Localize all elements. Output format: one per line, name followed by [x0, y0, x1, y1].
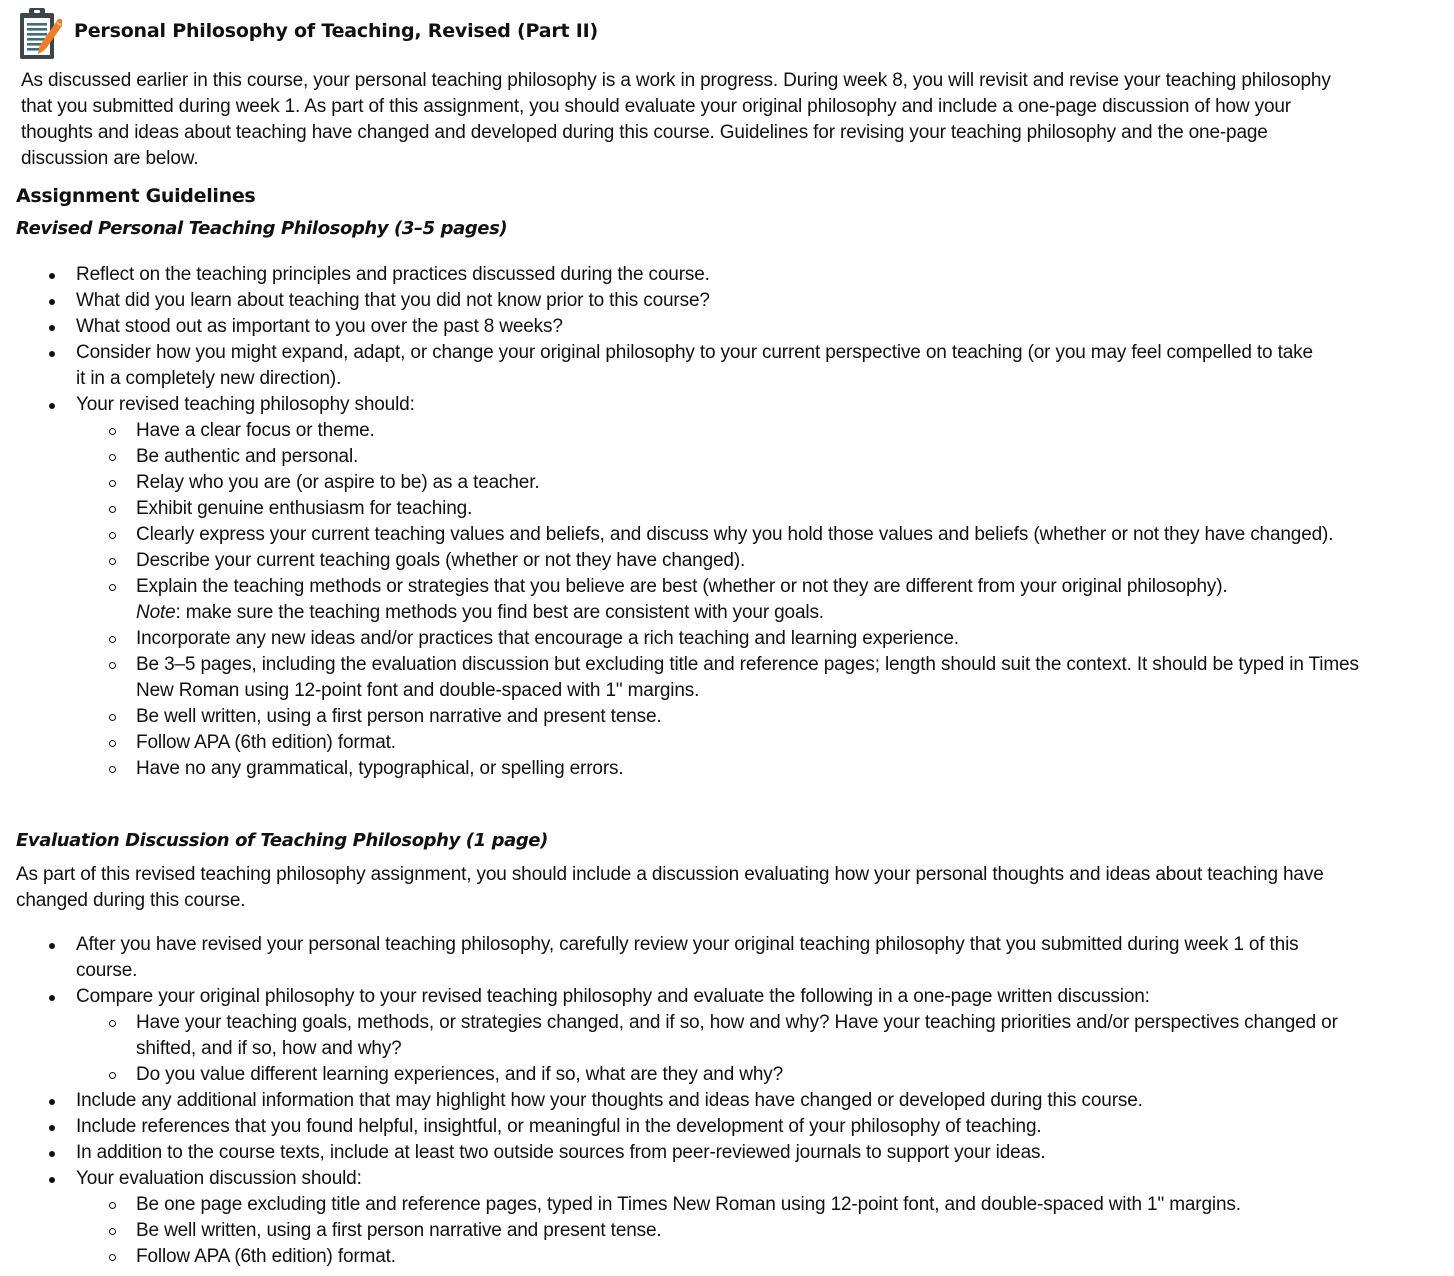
- circle-bullet-icon: [109, 1072, 116, 1079]
- bullet-icon: [49, 995, 55, 1001]
- circle-bullet-icon: [109, 506, 116, 513]
- circle-bullet-icon: [109, 636, 116, 643]
- list-item: Your evaluation discussion should:: [0, 1166, 1340, 1192]
- circle-bullet-icon: [109, 740, 116, 747]
- circle-bullet-icon: [109, 714, 116, 721]
- bullet-icon: [49, 403, 55, 409]
- evaluation-list: [0, 932, 1340, 1270]
- list-item: In addition to the course texts, include at least two outside sources from peer-reviewed journals to support your ideas.: [0, 1140, 1340, 1166]
- circle-bullet-icon: [109, 584, 116, 591]
- sub-list-item: Clearly express your current teaching values and beliefs, and discuss why you hold those values and beliefs (whether or not they have changed).: [0, 522, 1340, 548]
- evaluation-intro-paragraph: As part of this revised teaching philosophy assignment, you should include a discussion evaluating how your personal thoughts and ideas about teaching have changed during this course.: [16, 864, 1324, 911]
- sub-list-item: Follow APA (6th edition) format.: [0, 1244, 1340, 1270]
- circle-bullet-icon: [109, 1228, 116, 1235]
- bullet-icon: [49, 325, 55, 331]
- sub-list-item: [0, 574, 1340, 626]
- bullet-icon: [49, 273, 55, 279]
- sub-list-item: Be 3–5 pages, including the evaluation discussion but excluding title and reference pages; length should suit the context. It should be typed in Times New Roman using 12-point font and double-spaced with 1" margins.: [0, 652, 1340, 704]
- circle-bullet-icon: [109, 766, 116, 773]
- bullet-icon: [49, 1177, 55, 1183]
- circle-bullet-icon: [109, 1020, 116, 1027]
- circle-bullet-icon: [109, 532, 116, 539]
- bullet-icon: [49, 943, 55, 949]
- page-header: [18, 6, 598, 62]
- assignment-guidelines-heading: Assignment Guidelines: [16, 185, 256, 207]
- list-item: After you have revised your personal teaching philosophy, carefully review your original teaching philosophy that you submitted during week 1 of this course.: [0, 932, 1340, 984]
- circle-bullet-icon: [109, 1254, 116, 1261]
- sub-list-item: Have your teaching goals, methods, or strategies changed, and if so, how and why? Have your teaching priorities and/or perspectives changed or shifted, and if so, how and why?: [0, 1010, 1340, 1062]
- circle-bullet-icon: [109, 454, 116, 461]
- list-item: What stood out as important to you over the past 8 weeks?: [0, 314, 1340, 340]
- sub-list-item: Describe your current teaching goals (whether or not they have changed).: [0, 548, 1340, 574]
- note-label: Note: [136, 602, 176, 623]
- list-item: Consider how you might expand, adapt, or change your original philosophy to your current perspective on teaching (or you may feel compelled to take it in a completely new direction).: [0, 340, 1340, 392]
- sub-list-item: Incorporate any new ideas and/or practices that encourage a rich teaching and learning experience.: [0, 626, 1340, 652]
- sub-list-item: Be one page excluding title and reference pages, typed in Times New Roman using 12-point font, and double-spaced with 1" margins.: [0, 1192, 1340, 1218]
- revised-philosophy-list: [0, 262, 1359, 782]
- intro-paragraph: As discussed earlier in this course, your personal teaching philosophy is a work in progress. During week 8, you will revisit and revise your teaching philosophy that you submitted during week 1. As part of this assignment, you should evaluate your original philosophy and include a one-page discussion of how your thoughts and ideas about teaching have changed and developed during this course. Guidelines for revising your teaching philosophy and the one-page discussion are below.: [21, 70, 1331, 169]
- page-title: Personal Philosophy of Teaching, Revised (Part II): [74, 20, 599, 42]
- revised-philosophy-heading: Revised Personal Teaching Philosophy (3–5 pages): [16, 218, 508, 239]
- sub-list-item: Have no any grammatical, typographical, or spelling errors.: [0, 756, 1340, 782]
- sub-list-item: Be authentic and personal.: [0, 444, 1340, 470]
- circle-bullet-icon: [109, 558, 116, 565]
- clipboard-pen-icon: [18, 6, 62, 62]
- list-item: Compare your original philosophy to your revised teaching philosophy and evaluate the following in a one-page written discussion:: [0, 984, 1340, 1010]
- sub-list-item: Have a clear focus or theme.: [0, 418, 1340, 444]
- circle-bullet-icon: [109, 662, 116, 669]
- sub-list-item: Be well written, using a first person narrative and present tense.: [0, 1218, 1340, 1244]
- sub-list-item: Follow APA (6th edition) format.: [0, 730, 1340, 756]
- bullet-icon: [49, 1099, 55, 1105]
- list-item: Include any additional information that may highlight how your thoughts and ideas have changed or developed during this course.: [0, 1088, 1340, 1114]
- bullet-icon: [49, 1151, 55, 1157]
- bullet-icon: [49, 351, 55, 357]
- evaluation-discussion-heading: Evaluation Discussion of Teaching Philosophy (1 page): [16, 830, 548, 851]
- note-text: : make sure the teaching methods you find best are consistent with your goals.: [175, 602, 824, 623]
- circle-bullet-icon: [109, 480, 116, 487]
- sub-list-item: Relay who you are (or aspire to be) as a teacher.: [0, 470, 1340, 496]
- list-item: What did you learn about teaching that you did not know prior to this course?: [0, 288, 1340, 314]
- circle-bullet-icon: [109, 428, 116, 435]
- sub-list-item: Exhibit genuine enthusiasm for teaching.: [0, 496, 1340, 522]
- bullet-icon: [49, 1125, 55, 1131]
- sub-list-item: Be well written, using a first person narrative and present tense.: [0, 704, 1340, 730]
- sub-list-item: Do you value different learning experiences, and if so, what are they and why?: [0, 1062, 1340, 1088]
- bullet-icon: [49, 299, 55, 305]
- list-item: Your revised teaching philosophy should:: [0, 392, 1340, 418]
- list-item: Reflect on the teaching principles and practices discussed during the course.: [0, 262, 1340, 288]
- list-item: Include references that you found helpful, insightful, or meaningful in the development of your philosophy of teaching.: [0, 1114, 1340, 1140]
- circle-bullet-icon: [109, 1202, 116, 1209]
- methods-text: Explain the teaching methods or strategies that you believe are best (whether or not they are different from your original philosophy).: [136, 576, 1228, 597]
